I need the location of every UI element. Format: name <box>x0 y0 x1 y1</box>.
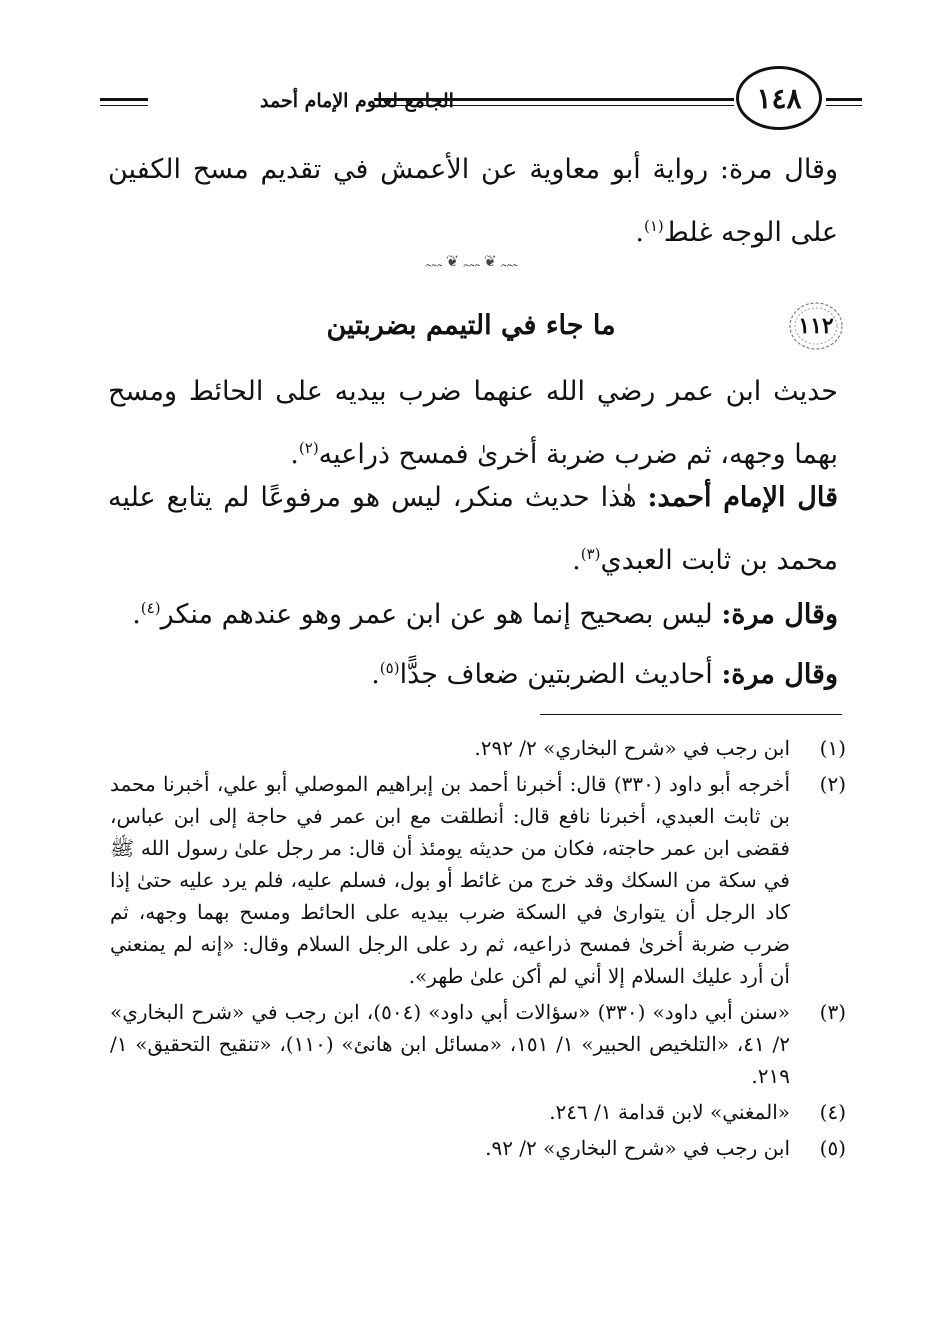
para1-end: . <box>572 545 581 576</box>
footnote-ref-5[interactable]: (٥) <box>379 659 400 677</box>
para2-end: . <box>132 599 141 630</box>
section-number: ١١٢ <box>798 313 834 339</box>
footnote-number: (٥) <box>819 1136 846 1160</box>
third-statement-label: وقال مرة: <box>721 659 838 690</box>
ornament-divider: ﮧﮧﮧ ❦ ﮧﮧﮧ ❦ ﮧﮧﮧ <box>424 252 518 270</box>
second-statement-label: وقال مرة: <box>721 599 838 630</box>
hadith-end: . <box>290 439 299 470</box>
footnote-text: ابن رجب في «شرح البخاري» ٢/ ٢٩٢. <box>474 736 790 760</box>
intro-text: وقال مرة: رواية أبو معاوية عن الأعمش في تقديم مسح الكفين على الوجه غلط <box>108 154 838 248</box>
second-statement <box>108 580 838 643</box>
page-number: ١٤٨ <box>736 66 822 130</box>
second-statement-text: ليس بصحيح إنما هو عن ابن عمر وهو عندهم منكر <box>160 599 713 630</box>
footnote-text: «سنن أبي داود» (٣٣٠) «سؤالات أبي داود» (٥٠٤)، ابن رجب في «شرح البخاري» ٢/ ٤١، «التلخيص الحبير» ١/ ١٥١، «مسائل ابن هانئ» (١١٠)، «تنقيح التحقيق» ١/ ٢١٩. <box>110 1000 791 1088</box>
page-header <box>88 60 848 140</box>
imam-ahmad-paragraph <box>108 470 838 589</box>
footnote-1 <box>110 732 846 764</box>
footnote-ref-2[interactable]: (٢) <box>298 439 319 457</box>
footnote-ref-1[interactable]: (١) <box>643 217 664 235</box>
hadith-text: حديث ابن عمر رضي الله عنهما ضرب بيديه على الحائط ومسح بهما وجهه، ثم ضرب ضربة أخرىٰ فمسح ذراعيه <box>108 376 838 470</box>
intro-paragraph <box>108 142 838 261</box>
hadith-paragraph <box>108 364 838 483</box>
footnote-separator <box>540 714 842 715</box>
footnote-number: (٣) <box>819 1000 846 1024</box>
header-rule-left <box>100 98 148 106</box>
footnote-number: (٤) <box>819 1100 846 1124</box>
footnote-number: (٢) <box>819 772 846 796</box>
para3-end: . <box>371 659 380 690</box>
footnote-5 <box>110 1132 846 1164</box>
third-statement <box>108 640 838 703</box>
section-title: ما جاء في التيمم بضربتين <box>326 310 616 341</box>
imam-ahmad-text: هٰذا حديث منكر، ليس هو مرفوعًا لم يتابع عليه محمد بن ثابت العبدي <box>108 482 838 576</box>
footnote-ref-4[interactable]: (٤) <box>140 599 161 617</box>
intro-end: . <box>635 217 644 248</box>
footnote-text: «المغني» لابن قدامة ١/ ٢٤٦. <box>549 1100 790 1124</box>
header-rule-middle <box>374 98 734 106</box>
footnote-4 <box>110 1096 846 1128</box>
footnote-text: أخرجه أبو داود (٣٣٠) قال: أخبرنا أحمد بن إبراهيم الموصلي أبو علي، أخبرنا محمد بن ثابت العبدي، أخبرنا نافع قال: أنطلقت مع ابن عمر في حاجة إلى ابن عباس، فقضى ابن عمر حاجته، فكان من حديثه يومئذ أن قال: مر رجل علىٰ رسول الله ﷺ في سكة من السكك وقد خرج من غائط أو بول، فسلم عليه، فلم يرد عليه حتىٰ إذا كاد الرجل أن يتوارىٰ في السكة ضرب بيديه على الحائط ومسح بهما وجهه، ثم ضرب ضربة أخرىٰ فمسح ذراعيه، ثم رد على الرجل السلام وقال: «إنه لم يمنعني أن أرد عليك السلام إلا أني لم أكن علىٰ طهر». <box>110 772 790 988</box>
third-statement-text: أحاديث الضربتين ضعاف جدًّا <box>399 659 713 690</box>
footnote-2 <box>110 768 846 992</box>
footnote-3 <box>110 996 846 1092</box>
footnote-text: ابن رجب في «شرح البخاري» ٢/ ٩٢. <box>485 1136 790 1160</box>
footnotes-list <box>110 732 846 1168</box>
footnote-number: (١) <box>819 736 846 760</box>
header-rule-right <box>826 98 862 106</box>
running-title: الجامع لعلوم الإمام أحمد <box>260 90 454 112</box>
imam-ahmad-label: قال الإمام أحمد: <box>647 482 838 513</box>
footnote-ref-3[interactable]: (٣) <box>580 545 601 563</box>
